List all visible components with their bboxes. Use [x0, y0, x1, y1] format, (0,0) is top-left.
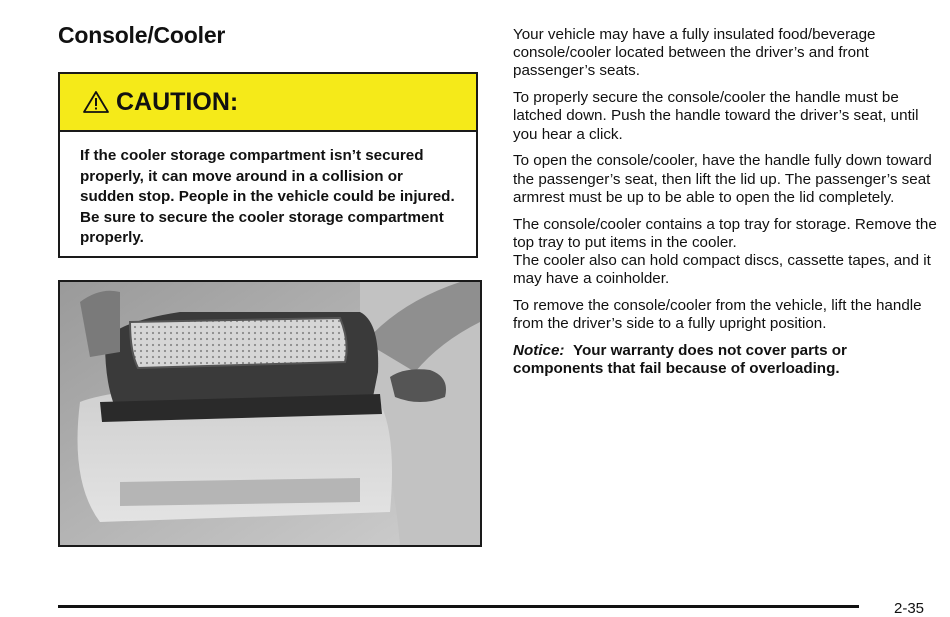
body-text	[513, 26, 941, 387]
notice-label: Notice:	[513, 342, 565, 360]
paragraph-tray-text: The console/cooler contains a top tray for storage. Remove the top tray to put items in the cooler.	[513, 215, 937, 251]
paragraph-remove: To remove the console/cooler from the vehicle, lift the handle from the driver’s side to a fully upright position.	[513, 297, 922, 333]
paragraph-intro: Your vehicle may have a fully insulated food/beverage console/cooler located between the driver’s and front passenger’s seats.	[513, 26, 876, 80]
warning-triangle-icon	[82, 90, 110, 114]
footer-rule	[58, 605, 859, 608]
paragraph-tray	[513, 216, 941, 289]
page-number: 2-35	[894, 600, 925, 617]
section-title: Console/Cooler	[58, 22, 226, 48]
notice	[513, 342, 941, 378]
paragraph-open: To open the console/cooler, have the handle fully down toward the passenger’s seat, then lift the lid up. The passenger’s seat armrest must be up to be able to open the lid completely.	[513, 152, 932, 206]
console-cooler-photo	[58, 280, 482, 547]
paragraph-secure: To properly secure the console/cooler the handle must be latched down. Push the handle toward the driver’s seat, until you hear a click.	[513, 89, 919, 143]
caution-text: If the cooler storage compartment isn’t secured properly, it can move around in a collision or sudden stop. People in the vehicle could be injured. Be sure to secure the cooler storage compartment properly.	[80, 147, 455, 247]
caution-box	[58, 72, 478, 258]
paragraph-contents-text: The cooler also can hold compact discs, cassette tapes, and it may have a coinholder.	[513, 252, 931, 288]
caution-header	[60, 74, 476, 132]
notice-text: Your warranty does not cover parts or components that fail because of overloading.	[513, 342, 847, 378]
caution-label: CAUTION:	[116, 87, 239, 116]
